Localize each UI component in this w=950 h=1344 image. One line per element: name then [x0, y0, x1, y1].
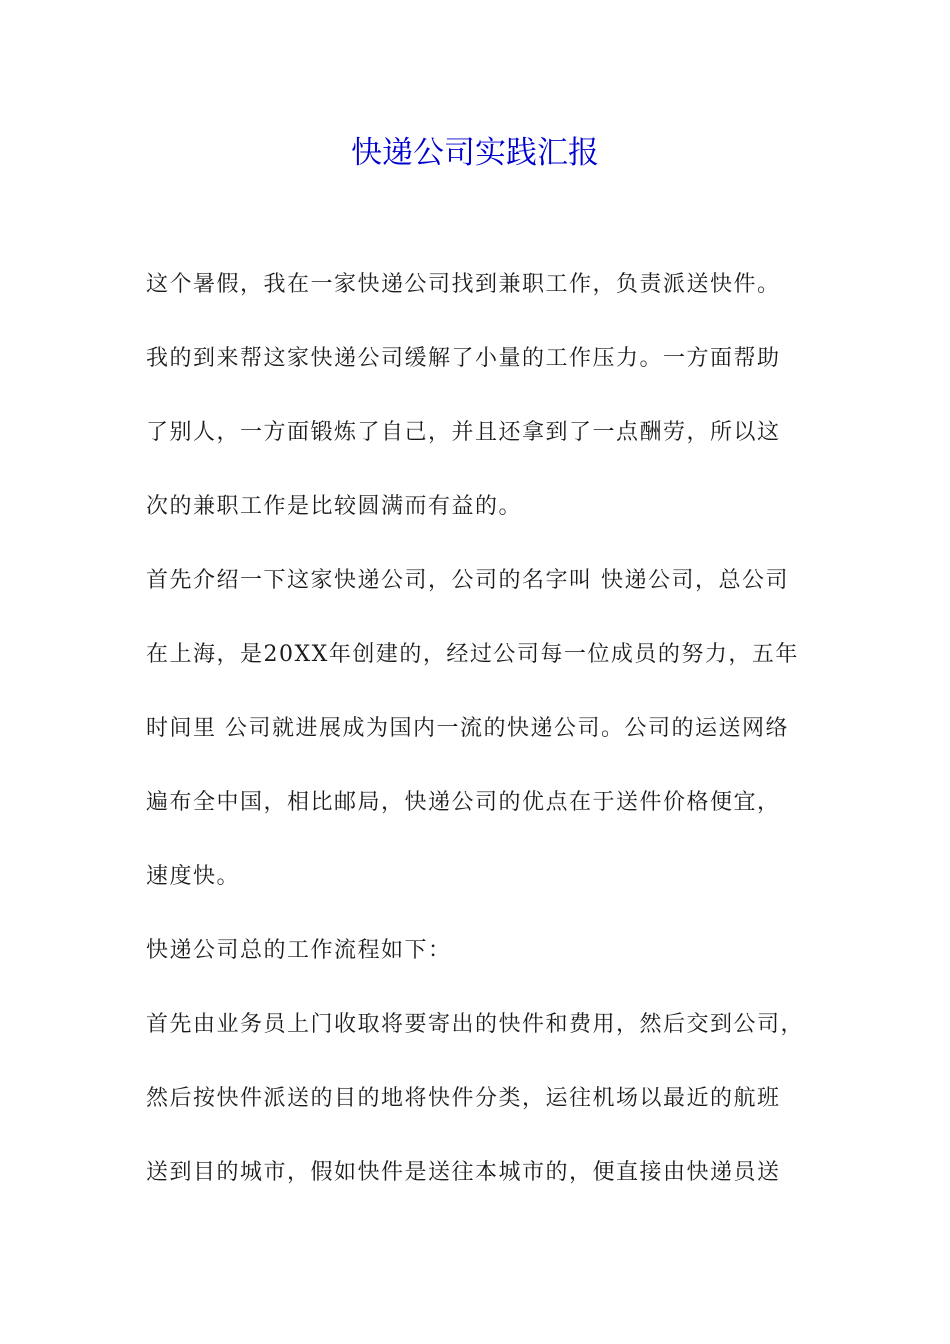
text-line: 时间里 公司就进展成为国内一流的快递公司。公司的运送网络 [146, 716, 789, 741]
document-body [146, 258, 836, 1220]
document-title: 快递公司实践汇报 [351, 135, 599, 171]
text-line: 首先由业务员上门收取将要寄出的快件和费用，然后交到公司， [146, 1012, 805, 1037]
text-line: 快递公司总的工作流程如下： [146, 938, 452, 963]
text-line: 遍布全中国，相比邮局，快递公司的优点在于送件价格便宜， [146, 790, 781, 815]
text-line: 首先介绍一下这家快递公司，公司的名字叫 快递公司，总公司 [146, 568, 789, 593]
text-line: 这个暑假，我在一家快递公司找到兼职工作，负责派送快件。 [146, 272, 781, 297]
text-line: 送到目的城市，假如快件是送往本城市的，便直接由快递员送 [146, 1160, 781, 1185]
text-line: 我的到来帮这家快递公司缓解了小量的工作压力。一方面帮助 [146, 346, 781, 371]
text-line: 次的兼职工作是比较圆满而有益的。 [146, 494, 523, 519]
text-line: 了别人，一方面锻炼了自己，并且还拿到了一点酬劳，所以这 [146, 420, 781, 445]
text-line: 然后按快件派送的目的地将快件分类，运往机场以最近的航班 [146, 1086, 781, 1111]
text-line: 在上海，是20XX年创建的，经过公司每一位成员的努力，五年 [146, 642, 799, 667]
text-line: 速度快。 [146, 864, 241, 889]
